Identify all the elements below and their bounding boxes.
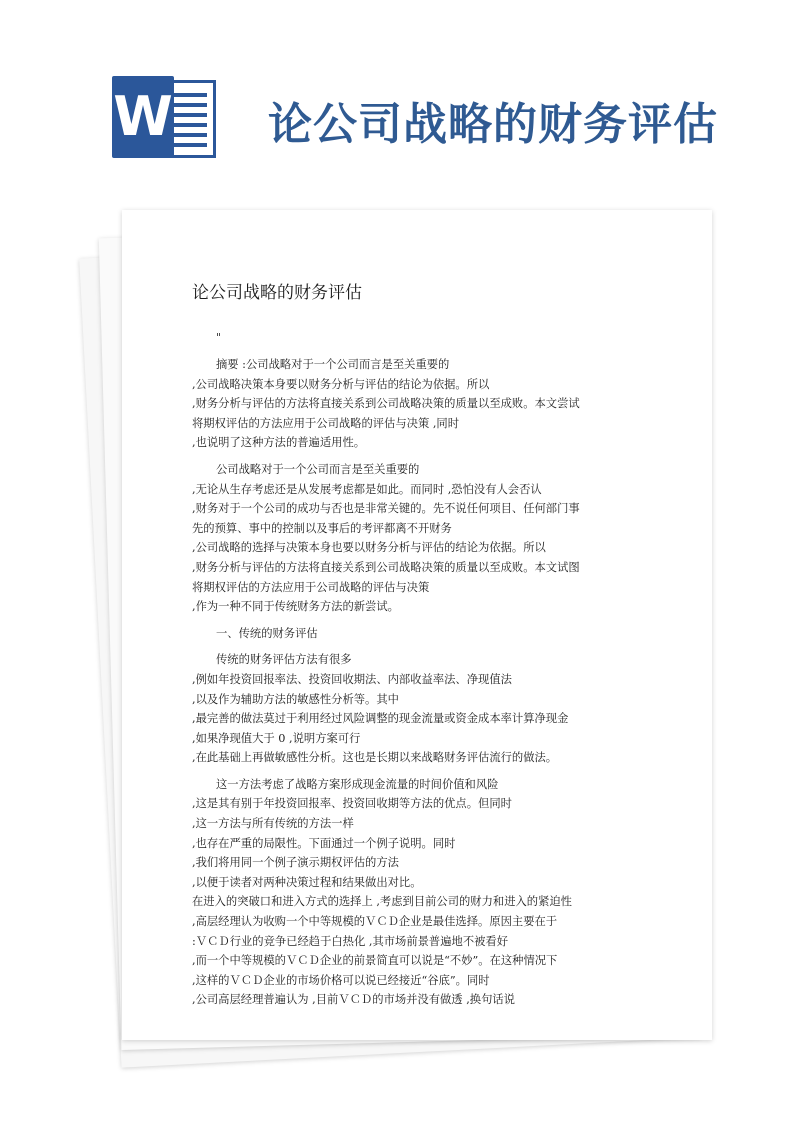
text-line: 公司战略对于一个公司而言是至关重要的 — [216, 462, 420, 476]
page-content — [192, 278, 692, 1010]
text-line: ,公司战略决策本身要以财务分析与评估的结论为依据。所以 — [192, 377, 490, 391]
document-page — [122, 210, 712, 1040]
word-document-icon — [108, 72, 218, 162]
text-line: ,财务对于一个公司的成功与否也是非常关键的。先不说任何项目、任何部门事 — [192, 502, 580, 516]
text-line: ,无论从生存考虑还是从发展考虑都是如此。而同时 ,恐怕没有人会否认 — [192, 482, 542, 496]
text-line: 一、传统的财务评估 — [216, 626, 318, 640]
text-line: ,财务分析与评估的方法将直接关系到公司战略决策的质量以至成败。本文试图 — [192, 560, 580, 574]
text-line: 先的预算、事中的控制以及事后的考评都离不开财务 — [192, 521, 452, 535]
text-line: ,以及作为辅助方法的敏感性分析等。其中 — [192, 692, 399, 706]
text-line: ,也存在严重的局限性。下面通过一个例子说明。同时 — [192, 836, 456, 850]
text-line: ,在此基础上再做敏感性分析。这也是长期以来战略财务评估流行的做法。 — [192, 751, 558, 765]
text-line: ,这样的ＶＣＤ企业的市场价格可以说已经接近“谷底”。同时 — [192, 973, 490, 987]
text-line: 在进入的突破口和进入方式的选择上 ,考虑到目前公司的财力和进入的紧迫性 — [192, 895, 572, 909]
text-line: ,这一方法与所有传统的方法一样 — [192, 817, 354, 831]
banner — [0, 0, 800, 200]
text-line: ,例如年投资回报率法、投资回收期法、内部收益率法、净现值法 — [192, 672, 512, 686]
document-title: 论公司战略的财务评估 — [192, 283, 362, 303]
text-line: ,作为一种不同于传统财务方法的新尝试。 — [192, 600, 399, 614]
quote-mark: " — [216, 331, 222, 344]
text-line: ,公司战略的选择与决策本身也要以财务分析与评估的结论为依据。所以 — [192, 541, 546, 555]
text-line: 摘要 :公司战略对于一个公司而言是至关重要的 — [216, 358, 450, 371]
banner-title: 论公司战略的财务评估 — [268, 99, 718, 150]
text-line: ,以便于读者对两种决策过程和结果做出对比。 — [192, 875, 422, 889]
text-line: ,公司高层经理普遍认为 ,目前ＶＣＤ的市场并没有做透 ,换句话说 — [192, 993, 515, 1007]
text-line: ,高层经理认为收购一个中等规模的ＶＣＤ企业是最佳选择。原因主要在于 — [192, 915, 558, 929]
text-line: ,最完善的做法莫过于利用经过风险调整的现金流量或资金成本率计算净现金 — [192, 712, 569, 726]
text-line: 这一方法考虑了战略方案形成现金流量的时间价值和风险 — [216, 777, 499, 791]
text-line: ,而一个中等规模的ＶＣＤ企业的前景简直可以说是“不妙”。在这种情况下 — [192, 954, 558, 968]
text-line: 将期权评估的方法应用于公司战略的评估与决策 ,同时 — [192, 416, 460, 430]
text-line: ,也说明了这种方法的普遍适用性。 — [192, 436, 366, 450]
text-line: ,这是其有别于年投资回报率、投资回收期等方法的优点。但同时 — [192, 797, 512, 811]
text-line: 传统的财务评估方法有很多 — [216, 653, 352, 667]
text-line: ,财务分析与评估的方法将直接关系到公司战略决策的质量以至成败。本文尝试 — [192, 397, 580, 411]
text-line: 将期权评估的方法应用于公司战略的评估与决策 — [192, 580, 430, 594]
document-body — [192, 355, 692, 1010]
text-line: ,如果净现值大于 0 ,说明方案可行 — [192, 731, 361, 745]
text-line: :ＶＣＤ行业的竞争已经趋于白热化 ,其市场前景普遍地不被看好 — [192, 934, 509, 948]
word-letter-badge: W — [112, 76, 174, 158]
text-line: ,我们将用同一个例子演示期权评估的方法 — [192, 856, 399, 870]
